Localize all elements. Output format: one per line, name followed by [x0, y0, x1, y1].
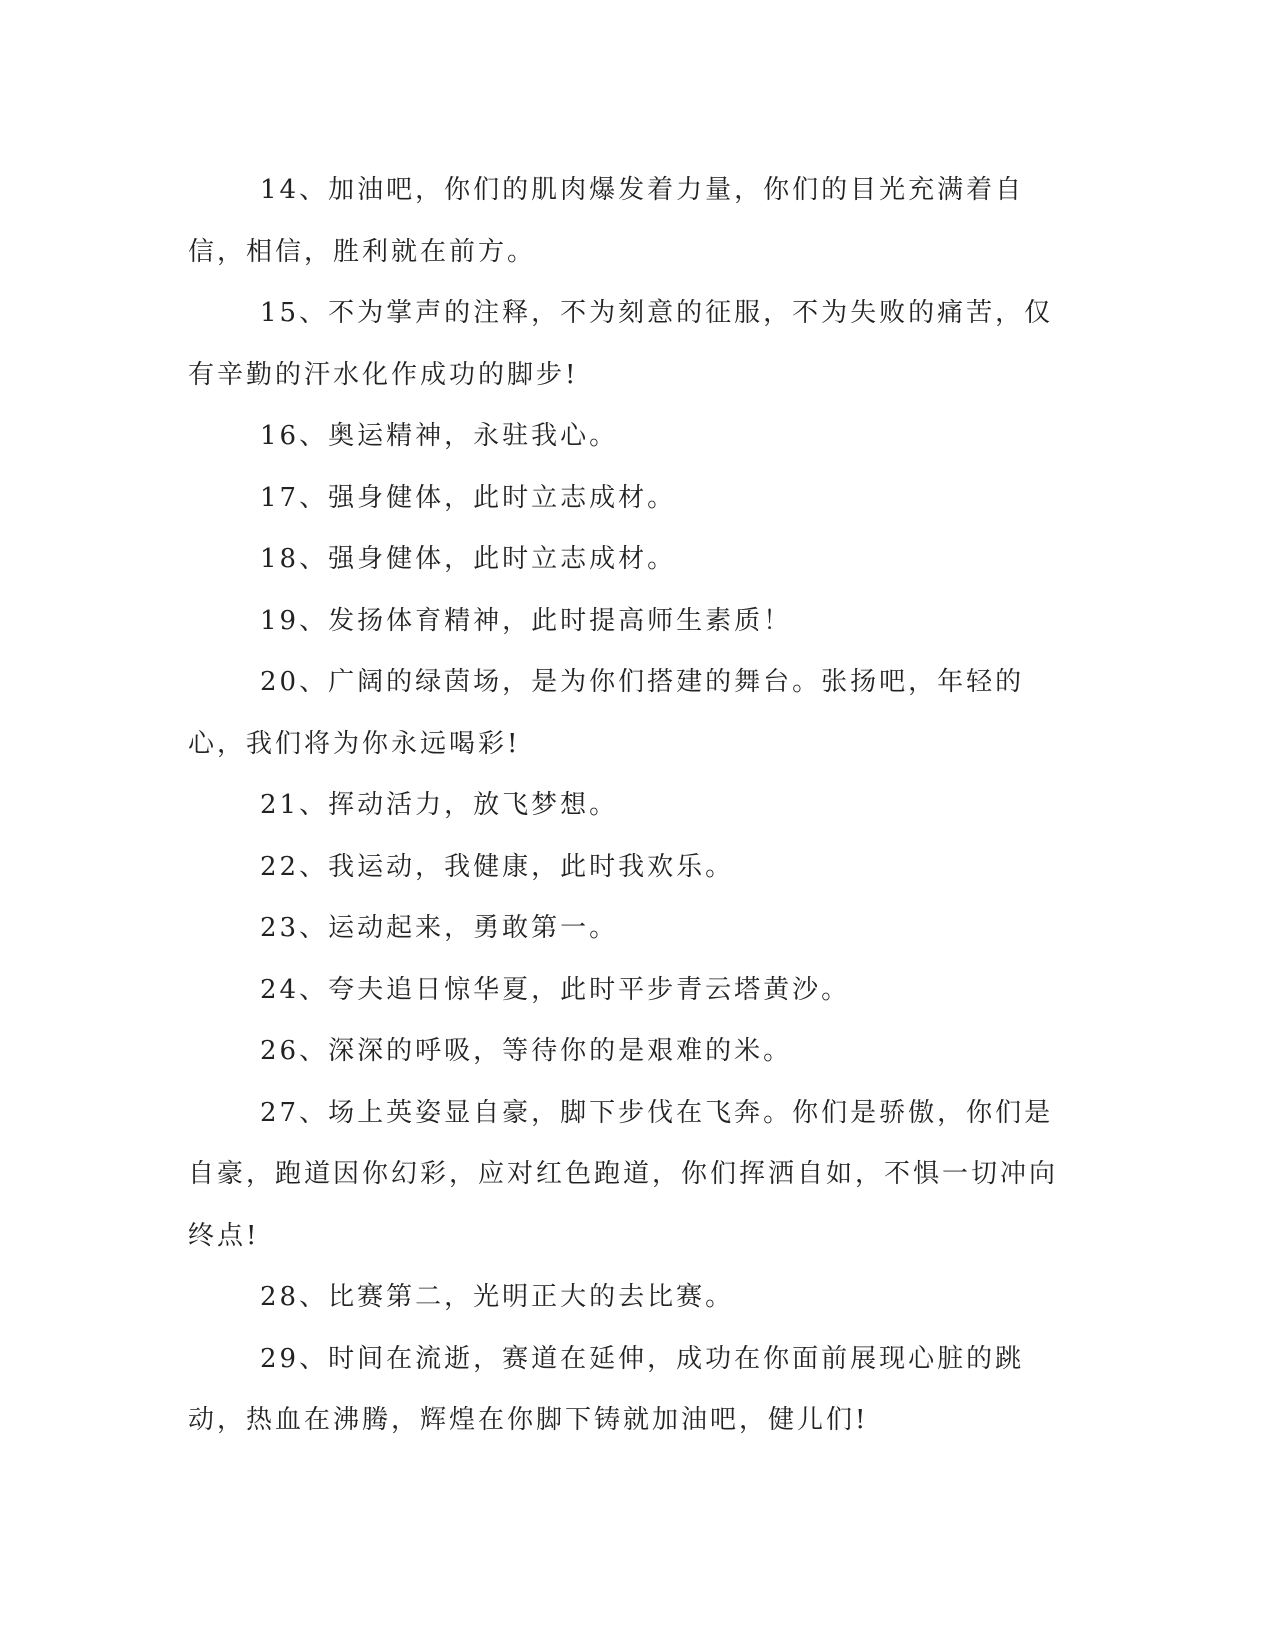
paragraph-17: 17、强身健体，此时立志成材。 — [260, 482, 677, 513]
document-body — [188, 160, 1078, 1452]
paragraph-26: 26、深深的呼吸，等待你的是艰难的米。 — [260, 1036, 793, 1066]
paragraph-14: 14、加油吧，你们的肌肉爆发着力量，你们的目光充满着自信，相信，胜利就在前方。 — [188, 175, 1025, 267]
paragraph-22: 22、我运动，我健康，此时我欢乐。 — [260, 851, 735, 882]
paragraph-15: 15、不为掌声的注释，不为刻意的征服，不为失败的痛苦，仅有辛勤的汗水化作成功的脚步! — [188, 298, 1054, 390]
paragraph-23: 23、运动起来，勇敢第一。 — [260, 913, 619, 943]
paragraph-24: 24、夸夫追日惊华夏，此时平步青云塔黄沙。 — [260, 974, 851, 1005]
paragraph-29: 29、时间在流逝，赛道在延伸，成功在你面前展现心脏的跳动，热血在沸腾，辉煌在你脚下铸就加油吧，健儿们! — [188, 1343, 1025, 1435]
paragraph-16: 16、奥运精神，永驻我心。 — [260, 421, 619, 451]
paragraph-27: 27、场上英姿显自豪，脚下步伐在飞奔。你们是骄傲，你们是自豪，跑道因你幻彩，应对红色跑道，你们挥洒自如，不惧一切冲向终点! — [188, 1097, 1059, 1251]
paragraph-21: 21、挥动活力，放飞梦想。 — [260, 790, 619, 820]
paragraph-18: 18、强身健体，此时立志成材。 — [260, 544, 677, 574]
paragraph-20: 20、广阔的绿茵场，是为你们搭建的舞台。张扬吧，年轻的心，我们将为你永远喝彩! — [188, 667, 1025, 759]
paragraph-28: 28、比赛第二，光明正大的去比赛。 — [260, 1282, 735, 1312]
paragraph-19: 19、发扬体育精神，此时提高师生素质！ — [260, 605, 793, 636]
